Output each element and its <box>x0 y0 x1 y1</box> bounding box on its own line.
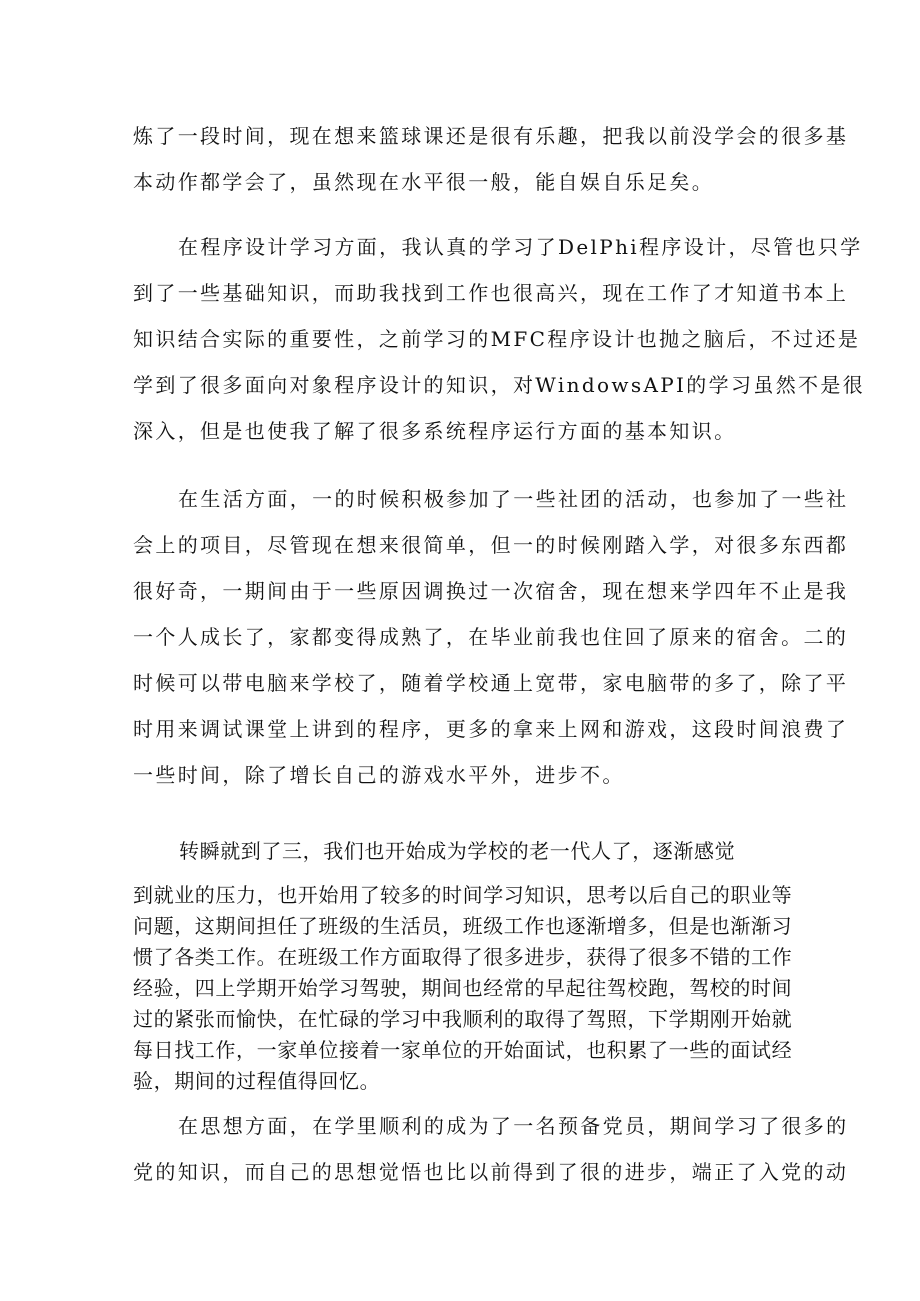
text-line: 在程序设计学习方面，我认真的学习了DelPhi程序设计，尽管也只学 <box>178 235 863 259</box>
text-line: 党的知识，而自己的思想觉悟也比以前得到了很的进步，端正了入党的动 <box>133 1160 849 1184</box>
text-line: 知识结合实际的重要性，之前学习的MFC程序设计也抛之脑后，不过还是 <box>133 327 861 351</box>
text-line: 深入，但是也使我了解了很多系统程序运行方面的基本知识。 <box>133 419 737 443</box>
text-line: 在思想方面，在学里顺利的成为了一名预备党员，期间学习了很多的 <box>178 1114 849 1138</box>
text-line: 问题，这期间担任了班级的生活员，班级工作也逐渐增多，但是也渐渐习 <box>133 914 793 938</box>
text-line: 很好奇，一期间由于一些原因调换过一次宿舍，现在想来学四年不止是我 <box>133 579 849 603</box>
paragraph-basketball <box>133 113 849 205</box>
text-line: 到了一些基础知识，而助我找到工作也很高兴，现在工作了才知道书本上 <box>133 281 849 305</box>
paragraph-life <box>133 476 849 798</box>
text-line: 在生活方面，一的时候积极参加了一些社团的活动，也参加了一些社 <box>178 487 849 511</box>
paragraph-third-year <box>133 880 793 1097</box>
text-line: 到就业的压力，也开始用了较多的时间学习知识，思考以后自己的职业等 <box>133 883 793 907</box>
text-line: 会上的项目，尽管现在想来很简单，但一的时候刚踏入学，对很多东西都 <box>133 533 849 557</box>
text-line: 炼了一段时间，现在想来篮球课还是很有乐趣，把我以前没学会的很多基 <box>133 124 849 148</box>
text-line: 时用来调试课堂上讲到的程序，更多的拿来上网和游戏，这段时间浪费了 <box>133 717 849 741</box>
paragraph-programming <box>133 224 866 454</box>
text-line: 经验，四上学期开始学习驾驶，期间也经常的早起往驾校跑，驾校的时间 <box>133 976 793 1000</box>
text-line: 时候可以带电脑来学校了，随着学校通上宽带，家电脑带的多了，除了平 <box>133 671 849 695</box>
text-line: 过的紧张而愉快，在忙碌的学习中我顺利的取得了驾照，下学期刚开始就 <box>133 1007 793 1031</box>
text-line: 惯了各类工作。在班级工作方面取得了很多进步，获得了很多不错的工作 <box>133 945 793 969</box>
text-line: 一个人成长了，家都变得成熟了，在毕业前我也住回了原来的宿舍。二的 <box>133 625 849 649</box>
text-line: 本动作都学会了，虽然现在水平很一般，能自娱自乐足矣。 <box>133 170 715 194</box>
text-line: 每日找工作，一家单位接着一家单位的开始面试，也积累了一些的面试经 <box>133 1038 793 1062</box>
paragraph-third-year-heading <box>133 836 793 867</box>
paragraph-thought <box>133 1103 849 1195</box>
text-line: 一些时间，除了增长自己的游戏水平外，进步不。 <box>133 763 625 787</box>
text-line: 转瞬就到了三，我们也开始成为学校的老一代人了，逐渐感觉 <box>179 839 736 863</box>
text-line: 学到了很多面向对象程序设计的知识，对WindowsAPI的学习虽然不是很 <box>133 373 866 397</box>
text-line: 验，期间的过程值得回忆。 <box>133 1069 381 1093</box>
